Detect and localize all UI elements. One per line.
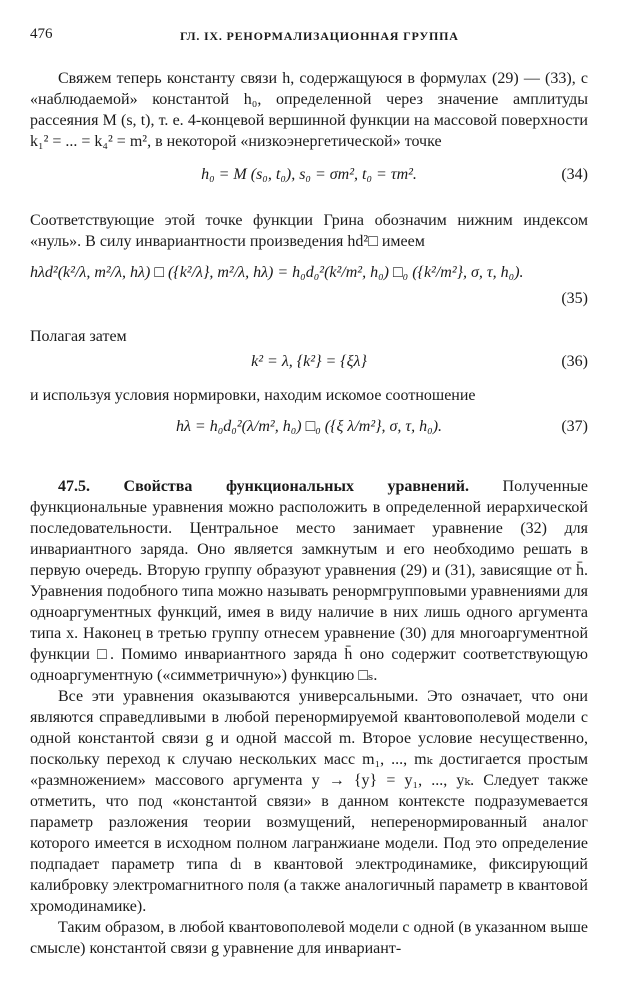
equation-34-number: (34): [561, 166, 588, 183]
section-47-5: [30, 476, 588, 686]
equation-36-number: (36): [561, 353, 588, 370]
equation-35-body: hλd²(k²/λ, m²/λ, hλ) □ ({k²/λ}, m²/λ, hλ) = h₀d₀²(k²/m², h₀) □₀ ({k²/m²}, σ, τ, h₀).: [30, 264, 524, 281]
paragraph-normalization: и используя условия нормировки, находим искомое соотношение: [30, 387, 476, 404]
equation-36-body: k² = λ, {k²} = {ξλ}: [251, 353, 367, 370]
paragraph-conclusion: Таким образом, в любой квантовополевой модели с одной (в указанном выше смысле) константой связи g уравнение для инвариант-: [30, 919, 588, 957]
equation-37: [30, 406, 588, 468]
paragraph-coupling-definition: Свяжем теперь константу связи h, содержащуюся в формулах (29) — (33), с «наблюдаемой» константой h₀, определенной через значение амплитуды рассеяния M (s, t), т. е. 4-концевой вершинной функции на массовой поверхности k₁² = ... = k₄² = m², в некоторой «низкоэнергетической» точке: [30, 70, 588, 150]
paragraph-universality: Все эти уравнения оказываются универсальными. Это означает, что они являются справедливыми в любой перенормируемой квантовополевой модели с одной константой связи g и одной массой m. Второе условие несущественно, поскольку переход к случаю нескольких масс m₁, ..., mₖ достигается простым «размножением» массового аргумента y → {y} = y₁, ..., yₖ. Следует также отметить, что под «константой связи» в данном контексте подразумевается параметр разложения теории возмущений, неперенормированный аналог которого имеется в исходном полном лагранжиане модели. Под это определение подпадает параметр типа dₗ в квантовой электродинамике, фиксирующий калибровку электромагнитного поля (а также аналогичный параметр в квантовой хромодинамике).: [30, 688, 588, 915]
equation-35-number: (35): [561, 290, 588, 307]
running-head: ГЛ. IX. РЕНОРМАЛИЗАЦИОННАЯ ГРУППА: [180, 29, 459, 43]
section-title: 47.5. Свойства функциональных уравнений.: [58, 478, 470, 495]
page-header: [30, 26, 594, 48]
equation-37-number: (37): [561, 418, 588, 435]
page-number: 476: [30, 26, 53, 42]
equation-36: [30, 347, 588, 385]
page-body: [30, 68, 588, 959]
section-47-5-text: Полученные функциональные уравнения можно расположить в определенной иерархической последовательности. Центральное место занимает уравнение (32) для инвариантного заряда. Оно является замкнутым и его необходимо решать в первую очередь. Вторую группу образуют уравнения (29) и (31), зависящие от h̄. Уравнения подобного типа можно называть ренормгрупповыми уравнениями для одноаргументных функций, имея в виду наличие в них лишь одного аргумента типа x. Наконец в третью группу отнесем уравнение (30) для многоаргументной функции □. Помимо инвариантного заряда h̄ оно содержит соответствующую одноаргументную («симметричную») функцию □ₛ.: [30, 478, 588, 684]
equation-34: [30, 152, 588, 210]
paragraph-green-functions: Соответствующие этой точке функции Грина обозначим нижним индексом «нуль». В силу инвариантности произведения hd²□ имеем: [30, 212, 588, 250]
equation-35: [30, 252, 588, 326]
paragraph-setting: Полагая затем: [30, 328, 127, 345]
equation-37-body: hλ = h₀d₀²(λ/m², h₀) □₀ ({ξ λ/m²}, σ, τ, h₀).: [175, 418, 443, 435]
equation-34-body: h₀ = M (s₀, t₀), s₀ = σm², t₀ = τm².: [201, 166, 417, 183]
